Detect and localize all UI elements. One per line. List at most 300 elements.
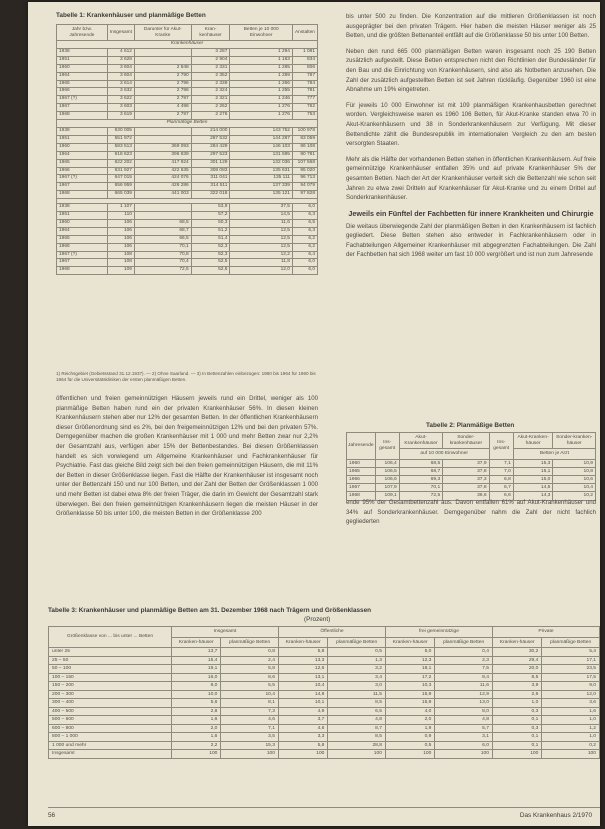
table-cell: 135 121 [230,191,293,199]
table-cell: 2 798 [134,88,191,96]
table-cell: 0,1 [492,741,541,750]
table-cell: 4,6 [278,724,327,733]
table-cell [134,127,191,135]
table-row [57,267,318,275]
table-cell: 10,9 [553,459,596,467]
table-cell: 1,6 [172,716,221,725]
table-cell: 36,6 [443,492,489,500]
table-cell: 68,5 [134,219,191,227]
table2-continuation-text: ende 95% der Gesamtbettenzahl aus. Davon entfallen 61% auf Akut-Krankenhäuser und 34% auf Sonderkrankenhäuser. Demgegenüber nahm die Zahl der nicht fachlich gegliederten [346,499,596,526]
table2 [346,432,596,501]
table-cell: 0,1 [492,733,541,742]
table-row [57,191,318,199]
table-cell: 50 – 100 [49,665,172,674]
table-cell: 1 163 [230,56,293,64]
table-cell: 57,2 [191,212,230,220]
table-cell: 1 000 und mehr [49,741,172,750]
table-row [347,459,596,467]
table-cell: 11,6 [230,219,293,227]
table1-footnote: 1) Reichsgebiet (Gebietsstand 31.12.1937). — 2) Ohne Saarland. — 3) In Bettenzahlen einbezogen: 1960 bis 1964 für 1960 bis 1964 für die Universitätskliniken der ersten planmäßigen Betten. [56,371,316,382]
t2-col-year: Jahresende [347,433,376,460]
table-cell: 19,1 [172,665,221,674]
table-cell: 6,8 [489,475,513,483]
table-cell: 37,8 [443,467,489,475]
table-cell: 3,0 [328,682,386,691]
table-cell: 3 603 [107,104,134,112]
table-cell: 314 511 [191,183,230,191]
table-cell: 2 352 [191,72,230,80]
table-cell: 15,1 [513,467,553,475]
table-cell: 1967 (?) [57,251,108,259]
table-cell: 1965 [57,159,108,167]
table-cell: 69,3 [399,475,442,483]
table-cell: 10,4 [221,690,279,699]
table-cell: 0,5 [385,741,434,750]
table-cell: 70,4 [134,259,191,267]
t1-header-cell: Insgesamt [107,25,134,41]
table-cell: 2,6 [492,690,541,699]
table-cell: 107,9 [375,484,399,492]
table-cell: 753 [292,112,317,120]
table-cell: 13,7 [172,648,221,657]
table-cell: 2,8 [172,707,221,716]
table-cell: 70,1 [134,243,191,251]
table-cell: 12,0 [230,267,293,275]
table-cell: 68,5 [399,459,442,467]
paragraph: Mehr als die Hälfte der vorhandenen Betten stehen in öffentlichen Krankenhäusern. Auf freie gemeinnützige Krankenhäuser entfallen 35% und auf private Krankenhäuser 5% der gesamten Betten. Nach der Art der Krankenhäuser verteilt sich die Bettenzahl wie schon seit Jahren zu etwa zwei Dritteln auf Krankenhäuser für Akut-Kranke und zu einem Drittel auf Sonderkrankenhäuser. [346,155,596,202]
t3-subheader-cell: Kranken-häuser [278,637,327,648]
table-cell: 200 – 300 [49,690,172,699]
table-cell: 107 568 [292,159,317,167]
table-cell: 1967 (?) [57,96,108,104]
table-cell: 23,5 [542,665,600,674]
table-cell: 6,0 [292,267,317,275]
table-row [49,673,600,682]
table-cell: 8,5 [328,733,386,742]
table-cell: 12,9 [435,690,493,699]
table-cell: 5,5 [221,682,279,691]
table-cell: 10,6 [553,475,596,483]
table-cell: 100 – 150 [49,673,172,682]
table-cell: 6,6 [489,492,513,500]
table-row [57,219,318,227]
table-cell: 1965 [347,467,376,475]
table-cell: 10,1 [278,699,327,708]
table-cell: 441 003 [134,191,191,199]
table-cell: 14,8 [278,690,327,699]
table-cell: 20,0 [492,665,541,674]
table-cell: 1951 [57,135,108,143]
t1-header-cell: Jahr bzw. Jahresende [57,25,108,41]
t2-sub-left: auf 10 000 Einwohner [399,449,489,460]
table-cell: 2 797 [134,96,191,104]
table-row [57,135,318,143]
table-cell: 18,1 [385,665,434,674]
table-cell: 6,3 [292,227,317,235]
table-cell: 100 [435,750,493,759]
table-cell: 53,9 [191,204,230,212]
table-cell: 400 – 500 [49,707,172,716]
table-cell: 12,3 [385,656,434,665]
table-row [57,48,318,56]
table-cell: 600 – 800 [49,724,172,733]
table-cell: 131 595 [230,151,293,159]
table-cell: 4,0 [385,707,434,716]
table-cell: 106,4 [375,459,399,467]
table-cell: 1 255 [230,88,293,96]
table-cell: 1,0 [492,699,541,708]
table-cell: 1938 [57,48,108,56]
table-row [49,733,600,742]
table-cell: 1965 [57,235,108,243]
table-cell: 1960 [57,64,108,72]
table-cell: 72,5 [134,267,191,275]
table-cell: 135 631 [230,167,293,175]
table-cell: 308 083 [191,167,230,175]
table-cell: 10,4 [553,484,596,492]
table-cell: 50,3 [191,219,230,227]
table-cell: 12,6 [278,665,327,674]
t3-group-public: Öffentliche [278,627,385,638]
table-row [57,183,318,191]
document-page [28,2,600,826]
table-cell: 12,5 [230,243,293,251]
table2-body [347,459,596,500]
table-cell: 52,8 [191,267,230,275]
table-cell: 1 289 [230,72,293,80]
table-cell: 6,0 [292,204,317,212]
table-cell: 4,8 [328,716,386,725]
table-cell: 1,2 [542,724,600,733]
table-cell: 14,3 [513,492,553,500]
table-cell: 1,6 [172,733,221,742]
table-cell: 70,8 [134,251,191,259]
table-cell: 2 904 [191,56,230,64]
table-cell: 3,9 [492,682,541,691]
table-cell: 106,5 [375,467,399,475]
t3-subheader-cell: planmäßige Betten [542,637,600,648]
t3-subheader-cell: planmäßige Betten [328,637,386,648]
t2-col-total2: Ins-gesamt [489,433,513,460]
paragraph: bis unter 500 zu finden. Die Konzentration auf die mittleren Größenklassen ist noch ausgeprägter bei den privaten Trägern. Hier haben die meisten Häuser weniger als 25 Betten, und die größten Bettenanteil entfällt auf die Größenklasse 50 bis unter 100 Betten. [346,13,596,40]
table-cell: 1 276 [230,112,293,120]
table-cell: 1 294 [230,48,293,56]
table-cell: Insgesamt [49,750,172,759]
table-cell: 5,6 [172,699,221,708]
paragraph: Für jeweils 10 000 Einwohner ist mit 109 planmäßigen Krankenhausbetten gerechnet worden. Vergleichsweise waren es 1960 106 Betten, für Akut-Kranke standen etwa 70 in Akut-Krankenhäusern und 38 in Sonderkrankenhäusern zur Verfügung. Mit dieser Bettendichte zählt die Bundesrepublik im internationalen Vergleich zu den am besten versorgten Staaten. [346,101,596,148]
t3-col-size: Größenklasse von ... bis unter ... Betten [49,627,172,648]
page-number: 56 [48,812,56,819]
table-cell: 3,3 [278,733,327,742]
table-cell: 1968 [347,492,376,500]
table-cell: 12,5 [230,235,293,243]
table-row [57,112,318,120]
table-cell: 618 623 [107,151,134,159]
table-cell: 10,0 [172,690,221,699]
table-cell: 51,2 [191,227,230,235]
table-cell: 1,6 [542,707,600,716]
table-cell: 784 [292,80,317,88]
table-cell: 1967 [57,183,108,191]
table-cell: 11,6 [435,682,493,691]
table-cell: 1964 [57,227,108,235]
table-cell: 8,0 [435,707,493,716]
table-cell: 15,3 [221,741,279,750]
table-cell: 11,8 [230,259,293,267]
table-cell: 8,7 [328,724,386,733]
table3 [48,626,600,759]
table-cell: 214 000 [191,127,230,135]
table-cell: 8,1 [221,699,279,708]
table-cell: 5,8 [278,648,327,657]
table-cell: 30,2 [492,648,541,657]
table-cell: 1967 [57,104,108,112]
table-cell: 4 612 [107,48,134,56]
table-cell: 2,2 [172,741,221,750]
table-cell: 52,5 [191,259,230,267]
table-cell: 426 286 [134,183,191,191]
table-cell: 106 [107,219,134,227]
table-cell: 6,0 [435,741,493,750]
table-cell: 3,7 [278,716,327,725]
footer-rule [48,807,600,808]
table-cell: 2 262 [191,104,230,112]
table2-caption: Tabelle 2: Planmäßige Betten [426,422,515,429]
table-row [57,175,318,183]
table-cell: 52,3 [191,243,230,251]
table-cell: 7,3 [221,707,279,716]
table-cell: 12,5 [230,227,293,235]
table-row [49,656,600,665]
table-cell: 6,5 [292,219,317,227]
table-cell [134,135,191,143]
table-cell: 630 005 [107,127,134,135]
table-cell: 37,8 [443,484,489,492]
table-cell: 2 848 [134,64,191,72]
table-cell: 70,1 [399,484,442,492]
table-cell: 0,4 [435,648,493,657]
table-cell: 16,0 [172,673,221,682]
table1-body [57,41,318,275]
t1-header-cell: Anstalten [292,25,317,41]
table-row [57,72,318,80]
table-cell: 3 604 [107,72,134,80]
table-cell: 424 076 [134,175,191,183]
t1-header-cell: Kran-kenhäuser [191,25,230,41]
table-row [49,682,600,691]
table-cell: 1 081 [292,48,317,56]
table-cell: 6,5 [328,707,386,716]
table-cell: 28,8 [328,741,386,750]
table-cell: 3,5 [221,733,279,742]
table-cell: 297 523 [191,151,230,159]
t1-section-title: Planmäßige Betten [57,120,318,128]
table-cell: 106 [107,227,134,235]
table-cell: 7,0 [489,467,513,475]
table-row [57,64,318,72]
table-cell: 2 321 [191,96,230,104]
table-cell: 8,5 [492,673,541,682]
table-row [57,104,318,112]
table-cell: 417 924 [134,159,191,167]
left-column-text [56,394,318,525]
table-cell: 14,5 [513,484,553,492]
table-cell: 100 [221,750,279,759]
table-cell: 100 [385,750,434,759]
table-row [57,88,318,96]
table-cell: 0,2 [542,741,600,750]
table-cell: 551 972 [107,135,134,143]
table-cell: 68,7 [134,227,191,235]
table-cell: 1 276 [230,104,293,112]
table-cell: 656 959 [107,183,134,191]
table-row [57,227,318,235]
table-cell: 1938 [57,204,108,212]
table-cell: 132 036 [230,159,293,167]
table-cell: 51,4 [191,235,230,243]
right-column-text [346,12,596,266]
table-cell: 5,4 [542,648,600,657]
table-cell: 110 [107,212,134,220]
table-row [347,484,596,492]
table-cell: 4,8 [435,716,493,725]
table-cell: 762 [292,104,317,112]
table-cell: 0,5 [328,648,386,657]
table-cell: 15,9 [385,690,434,699]
table-cell: 94 079 [292,183,317,191]
table-cell: 0,3 [492,707,541,716]
table-cell: 1964 [57,72,108,80]
table-cell: 135 111 [230,175,293,183]
table-cell: 17,1 [542,656,600,665]
table-cell: 787 [292,72,317,80]
table-cell: 300 – 400 [49,699,172,708]
t3-group-total: Insgesamt [172,627,279,638]
table-cell: 100 [492,750,541,759]
table-cell [134,48,191,56]
table-cell: 665 039 [107,191,134,199]
table-cell: 3 287 [191,48,230,56]
table-row [49,665,600,674]
table-row [49,741,600,750]
table-cell: 1 246 [230,96,293,104]
table-row [57,259,318,267]
table-cell: 2 324 [191,88,230,96]
table-cell [134,56,191,64]
table-row [57,204,318,212]
table-cell: 1966 [57,167,108,175]
table-cell: 100 978 [292,127,317,135]
table3-body [49,648,600,759]
table-row [57,167,318,175]
table-cell: 647 015 [107,175,134,183]
table-cell: 369 093 [134,143,191,151]
table-cell: 2,3 [435,656,493,665]
table1 [56,24,318,275]
t1-section-row [57,41,318,49]
table-cell: 1967 (?) [57,175,108,183]
table-cell: 15,4 [172,656,221,665]
table-row [57,212,318,220]
table-row [57,243,318,251]
table-cell: 37,5 [230,204,293,212]
table-cell: 2 331 [191,64,230,72]
table-row [49,724,600,733]
t3-subheader-cell: Kranken-häuser [492,637,541,648]
table-cell: 150 – 200 [49,682,172,691]
table-cell: 1960 [57,219,108,227]
table-cell: 12,0 [542,690,600,699]
table-cell [134,212,191,220]
table-cell: 0,3 [492,724,541,733]
table-cell: 2,0 [385,716,434,725]
table-cell: 311 041 [191,175,230,183]
table-cell: 3 628 [107,56,134,64]
table-cell: 95 020 [292,167,317,175]
table-cell: 3,4 [328,673,386,682]
table-cell: 137 339 [230,183,293,191]
table-cell: 100 [172,750,221,759]
table-cell: 2,0 [172,724,221,733]
table-cell: 7,1 [221,724,279,733]
table-row [347,475,596,483]
table-cell: 100 [542,750,600,759]
table-cell: 106,6 [375,475,399,483]
table-cell: 6,2 [292,235,317,243]
t1-section-title: Krankenhäuser [57,41,318,49]
table-row [49,707,600,716]
table-cell: 1,9 [385,724,434,733]
table-cell: 13,0 [435,699,493,708]
paragraph: öffentlichen und freien gemeinnützigen Häusern jeweils rund ein Drittel, weniger als 100 planmäßige Betten haben rund ein der privaten Krankenhäuser 56%. In diesen kleinen Krankenhäusern stehen aber nur 12% der gesamten Betten. In der öffentlichen Krankenhäusern dieser Größenordnung sind es 2%, bei den freigemeinnützigen 12% und bei den privaten 57%. Demgegenüber machen die großen Krankenhäuser mit 1 000 und mehr Betten zwar nur 2,2% der Gesamtzahl aus, verfügen aber 15% der Bettenbestandes. Bei diesen Größenklassen handelt es sich vorwiegend um Allgemeine Krankenhäuser und Fachkrankenhäuser für Psychiatrie. Fast das gleiche Bild zeigt sich bei den freien gemeinnützigen Häusern, die mit 11% der Betten in dieser Größenklasse liegen. Fast die Hälfte der Krankenhäuser ist insgesamt noch unter der Bettenzahl 150 und nur 100 Betten, und der Zahl der Betten der Größenklassen 1 000 und mehr Betten ist dabei etwa 8% der freien Träger, die darin im Gewicht der Gesamtzahl stark überwiegen. Bei den freien gemeinnützigen Krankenhäusern liegen die meisten Häuser in der Größenklasse 50 bis unter 100, die meisten Betten in der Größenklasse 200 [56,395,318,518]
table-row [57,96,318,104]
table-cell: 1966 [57,88,108,96]
table-cell: 11,5 [328,690,386,699]
table-cell: 631 927 [107,167,134,175]
table-cell: 29,4 [492,656,541,665]
journal-name: Das Krankenhaus 2/1970 [519,812,592,819]
table-cell: 52,3 [191,251,230,259]
table-cell: 1 266 [230,80,293,88]
table-row [57,143,318,151]
table-cell: 68,7 [399,467,442,475]
table-cell: 1960 [347,459,376,467]
t3-group-nonprofit: frei gemeinnützige [385,627,492,638]
table-cell: 1965 [57,80,108,88]
table-cell: 3 619 [107,112,134,120]
table-cell: 108 [107,259,134,267]
table-cell: 143 752 [230,127,293,135]
table-cell: 8,5 [328,699,386,708]
table1-caption: Tabelle 1: Krankenhäuser und planmäßige Betten [56,12,206,19]
table-cell: 90 781 [292,151,317,159]
table-cell: 1,0 [542,733,600,742]
table-cell: 25 – 50 [49,656,172,665]
table-cell: 2 339 [191,80,230,88]
table-cell: 4,6 [221,716,279,725]
t3-subheader-cell: planmäßige Betten [221,637,279,648]
t3-subheader-cell: planmäßige Betten [435,637,493,648]
table-cell: 287 532 [191,135,230,143]
table-cell: 146 103 [230,143,293,151]
table3-caption-sub: (Prozent) [304,616,331,623]
table-cell: 781 [292,88,317,96]
table-cell: 4,9 [278,707,327,716]
table-cell: 100 [278,750,327,759]
table-cell: 97 828 [292,191,317,199]
paragraph: Die weitaus überwiegende Zahl der planmäßigen Betten in den Krankenhäusern ist fachlich gegliedert. Diese Betten stehen also entweder in Fachkrankenhäusern oder in Fachabteilungen Allgemeiner Krankenhäuser mit abgegrenzten Fachabteilungen. Die Zahl der Fachbetten hat sich 1968 weiter um fast 10 000 vergrößert und ist nun zum Jahresende [346,222,596,259]
table-cell: 777 [292,96,317,104]
